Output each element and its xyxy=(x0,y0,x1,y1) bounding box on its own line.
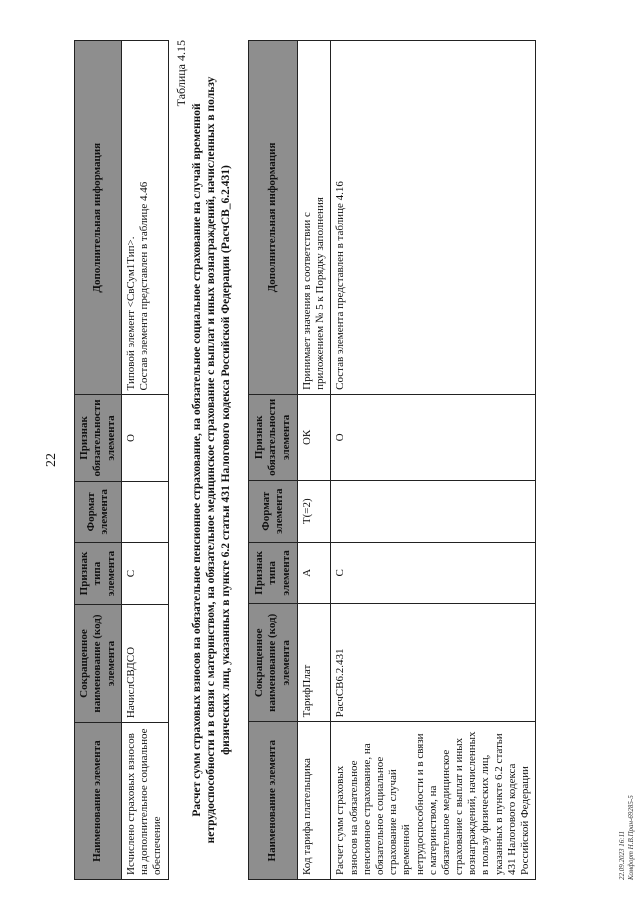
cell-required: О xyxy=(122,395,169,481)
header-required: Признак обязательности элемента xyxy=(75,395,122,481)
header-info: Дополнительная информация xyxy=(75,41,122,395)
cell-info-line: Состав элемента представлен в таблице 4.16 xyxy=(334,181,347,390)
cell-code: НачислСВДСО xyxy=(122,604,169,722)
header-short-name: Сокращенное наименование (код) элемента xyxy=(75,604,122,722)
cell-name: Расчет сумм страховых взносов на обязательное пенсионное страхование, на обязательное социальное страхование на случай временной нетрудоспособности и в связи с материнством, на обязательное медицинское страхование с выплат и иных вознаграждений, начисленных в пользу физических лиц, указанных в пункте 6.2 статьи 431 Налогового кодекса Российской Федерации xyxy=(331,722,536,880)
header-name: Наименование элемента xyxy=(75,723,122,880)
cell-type: А xyxy=(298,542,331,604)
cell-required: ОК xyxy=(298,394,331,480)
header-info: Дополнительная информация xyxy=(249,41,298,395)
header-short-name: Сокращенное наименование (код) элемента xyxy=(249,604,298,722)
signature-stamp xyxy=(618,795,636,880)
cell-required: О xyxy=(331,394,536,480)
page-number: 22 xyxy=(44,453,59,467)
table-header-row xyxy=(249,41,298,880)
table-row xyxy=(122,41,169,880)
cell-format xyxy=(122,481,169,543)
cell-code: РасчСВ6.2.431 xyxy=(331,604,536,722)
header-format: Формат элемента xyxy=(75,481,122,543)
signature-date: 22.09.2023 16:11 xyxy=(617,830,626,880)
cell-code: ТарифПлат xyxy=(298,604,331,722)
cell-name: Исчислено страховых взносов на дополнительное социальное обеспечение xyxy=(122,723,169,880)
cell-info-line: Принимает значения в соответствии с xyxy=(301,212,313,390)
cell-info xyxy=(331,41,536,395)
cell-name: Код тарифа плательщика xyxy=(298,722,331,880)
header-type: Признак типа элемента xyxy=(249,542,298,604)
cell-format xyxy=(331,480,536,542)
signature-name: Комфорт Н.В.Пран-69285-5 xyxy=(626,795,635,880)
cell-type: С xyxy=(331,542,536,604)
elements-table-bottom xyxy=(248,40,536,880)
header-type: Признак типа элемента xyxy=(75,543,122,605)
cell-info xyxy=(122,41,169,395)
elements-table-top xyxy=(74,40,169,880)
table-row xyxy=(298,41,331,880)
cell-info-line: Типовой элемент <СвСум1Тип>. xyxy=(125,236,137,391)
header-format: Формат элемента xyxy=(249,480,298,542)
cell-info-line: Состав элемента представлен в таблице 4.46 xyxy=(138,181,151,391)
table-caption: Расчет сумм страховых взносов на обязательное пенсионное страхование, на обязательное социальное страхование на случай временной нетрудоспособности и в связи с материнством, на обязательное медицинское страхование с выплат и иных вознаграждений, начисленных в пользу физических лиц, указанных в пункте 6.2 статьи 431 Налогового кодекса Российской Федерации (РасчСВ_6.2.431) xyxy=(191,76,232,844)
header-required: Признак обязательности элемента xyxy=(249,394,298,480)
cell-info xyxy=(298,41,331,395)
header-name: Наименование элемента xyxy=(249,722,298,880)
cell-info-line: приложением № 5 к Порядку заполнения xyxy=(314,197,327,390)
table-header-row xyxy=(75,41,122,880)
table-label: Таблица 4.15 xyxy=(174,40,188,107)
cell-type: С xyxy=(122,543,169,605)
table-row xyxy=(331,41,536,880)
rotated-page xyxy=(40,40,635,880)
cell-format: Т(=2) xyxy=(298,480,331,542)
